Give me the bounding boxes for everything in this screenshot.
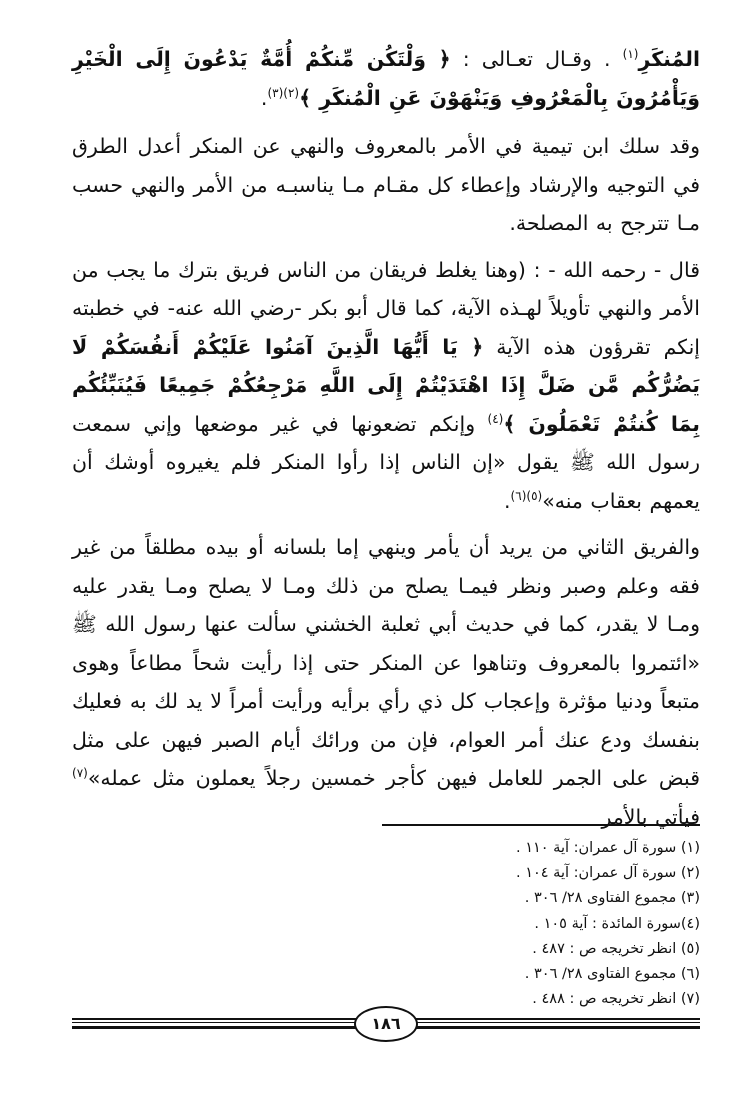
paragraph-2: وقد سلك ابن تيمية في الأمر بالمعروف والنهي عن المنكر أعدل الطرق في التوجيه والإرشاد وإعطاء كل مقـام مـا يناسبـه من الأمر والنهي حسب مـا تترجح به المصلحة. bbox=[72, 134, 700, 235]
footnote-1: (١) سورة آل عمران: آية ١١٠ . bbox=[515, 840, 700, 856]
page-footer bbox=[72, 1006, 700, 1046]
quran-verse-2: ﴿ يَا أَيُّهَا الَّذِينَ آمَنُوا عَلَيْكُمْ أَنفُسَكُمْ لَا يَضُرُّكُم مَّن ضَلَّ إِذَا اهْتَدَيْتُمْ إِلَى اللَّهِ مَرْجِعُكُمْ جَمِيعًا فَيُنَبِّئُكُم بِمَا كُنتُمْ تَعْمَلُونَ ﴾ bbox=[72, 334, 700, 436]
footnote-ref-4: (٤) bbox=[487, 411, 504, 426]
quran-verse-1: ﴿ وَلْتَكُن مِّنكُمْ أُمَّةٌ يَدْعُونَ إِلَى الْخَيْرِ وَيَأْمُرُونَ بِالْمَعْرُوفِ وَيَنْهَوْنَ عَنِ الْمُنكَرِ ﴾ bbox=[72, 47, 700, 110]
footnotes bbox=[280, 836, 700, 1012]
footnote-2: (٢) سورة آل عمران: آية ١٠٤ . bbox=[515, 865, 700, 882]
footnote-ref-1: (١) bbox=[622, 47, 639, 62]
footnote-ref-7: (٧) bbox=[72, 766, 88, 781]
footnote-4: (٤)سورة المائدة : آية ١٠٥ . bbox=[534, 915, 700, 932]
footnote-6: (٦) مجموع الفتاوى ٢٨/ ٣٠٦ . bbox=[524, 966, 700, 983]
footnote-ref-5-6: (٥)(٦) bbox=[510, 488, 543, 503]
main-text bbox=[72, 40, 700, 836]
paragraph-1-end: . bbox=[260, 85, 268, 110]
footnote-divider bbox=[382, 824, 700, 826]
footnote-ref-2-3: (٢)(٣) bbox=[267, 85, 300, 100]
paragraph-4 bbox=[72, 528, 700, 836]
page-number: ١٨٦ bbox=[354, 1006, 418, 1042]
paragraph-3 bbox=[72, 251, 700, 521]
paragraph-4-text-b: فيأتي بالأمر bbox=[601, 804, 700, 829]
paragraph-4-text-a: والفريق الثاني من يريد أن يأمر وينهي إما بلسانه أو بيده مطلقاً من غير فقه وعلم وصبر ونظر فيمـا يصلح من ذلك ومـا لا يصلح ومـا يقدر عليه ومـا لا يقدر، كما في حديث أبي ثعلبة الخشني سألت عنها رسول الله ﷺ «ائتمروا بالمعروف وتناهوا عن المنكر حتى إذا رأيت شحاً مطاعاً وهوى متبعاً ودنيا مؤثرة وإعجاب كل ذي رأي برأيه ورأيت أمراً لا يد لك به فعليك بنفسك ودع عنك أمر العوام، فإن من ورائك أيام الصبر فيهن على مثل قبض على الجمر للعامل فيهن كأجر خمسين رجلاً يعملون مثل عمله» bbox=[72, 535, 700, 790]
footnote-5: (٥) انظر تخريجه ص : ٤٨٧ . bbox=[532, 940, 700, 957]
paragraph-1-text: . وقـال تعـالى : bbox=[462, 47, 611, 71]
book-page bbox=[72, 40, 700, 1060]
paragraph-1 bbox=[72, 40, 700, 117]
verse-fragment: المُنكَرِ bbox=[638, 47, 700, 71]
footnote-7: (٧) انظر تخريجه ص : ٤٨٨ . bbox=[532, 991, 700, 1008]
footnote-3: (٣) مجموع الفتاوى ٢٨/ ٣٠٦ . bbox=[524, 890, 700, 907]
paragraph-3-end: . bbox=[504, 488, 511, 513]
paragraph-3-text-b: وإنكم تضعونها في غير موضعها وإني سمعت رسول الله ﷺ يقول «إن الناس إذا رأوا المنكر فلم يغيروه أوشك أن يعمهم بعقاب منه» bbox=[72, 411, 700, 513]
paragraph-3-text-a: قال - رحمه الله - : (وهنا يغلط فريقان من الناس فريق بترك ما يجب من الأمر والنهي تأويلاً لهـذه الآية، كما قال أبو بكر -رضي الله عنه- في خطبته إنكم تقرؤون هذه الآية bbox=[72, 257, 700, 359]
